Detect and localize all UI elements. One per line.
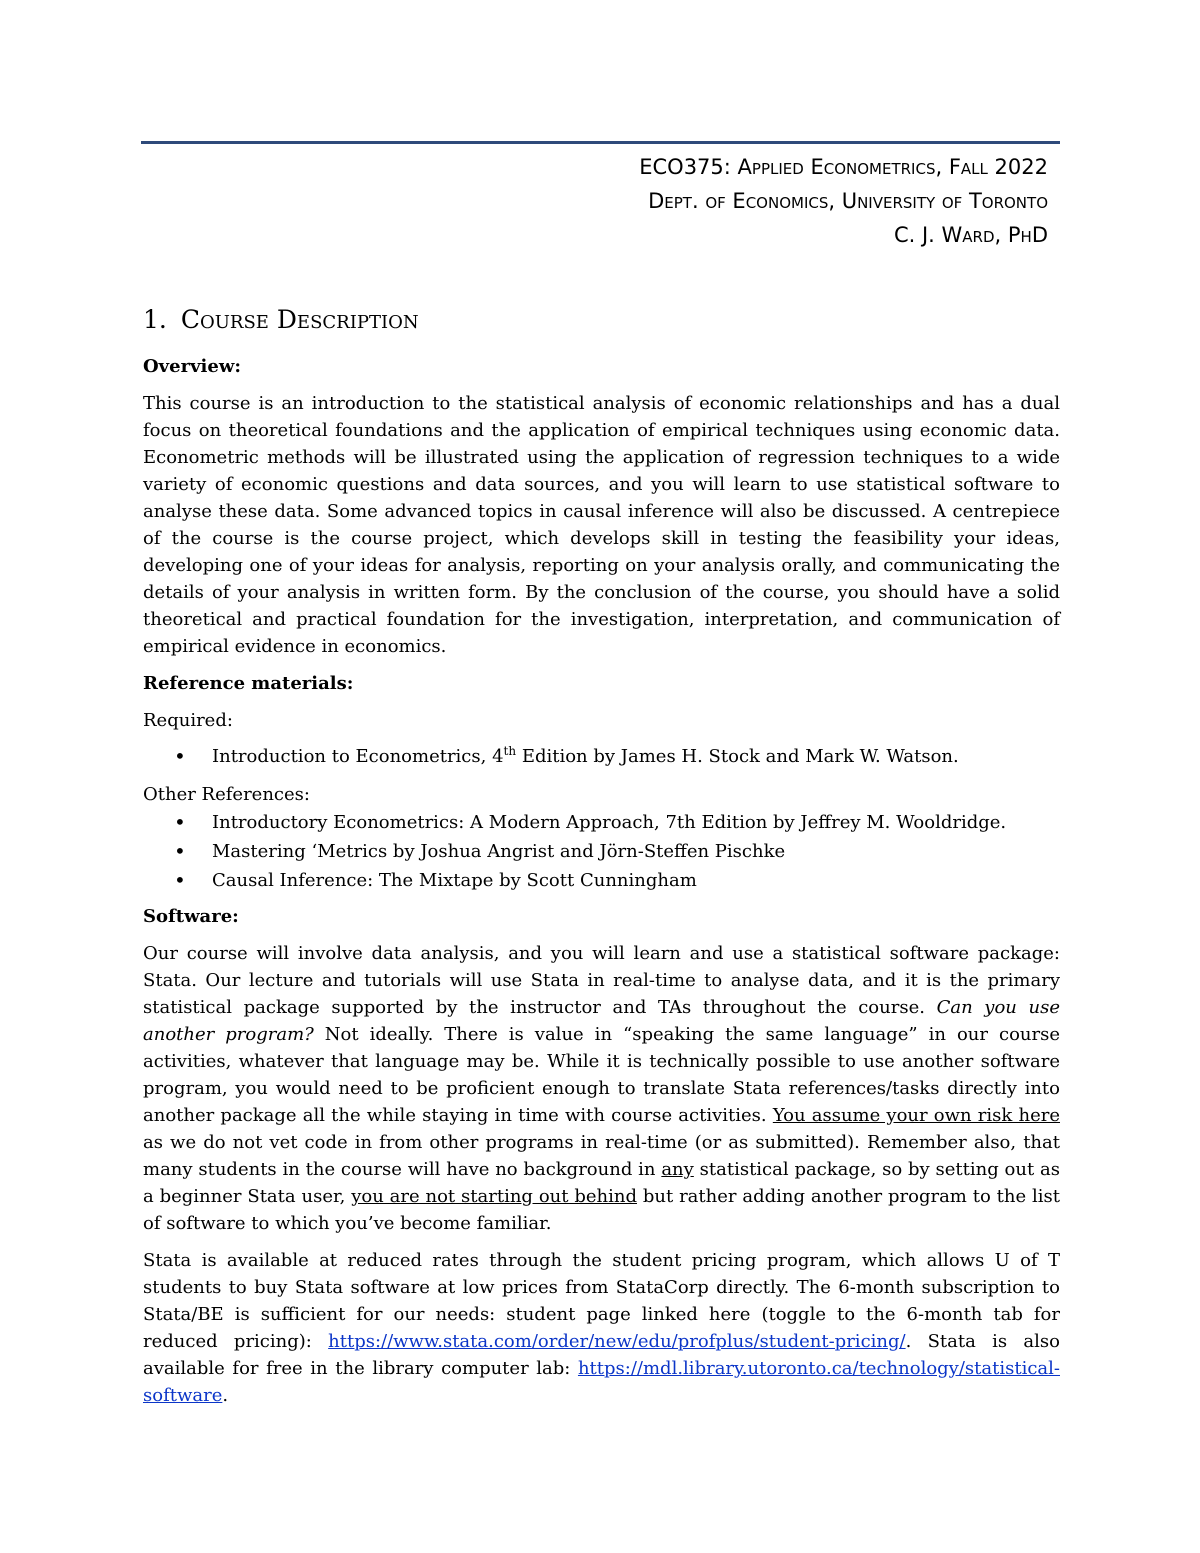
stata-pricing-link[interactable]: https://www.stata.com/order/new/edu/profplus/student-pricing/: [328, 1331, 906, 1352]
software-paragraph-2: Stata is available at reduced rates through the student pricing program, which allows U of T students to buy Stata software at low prices from StataCorp directly. The 6-month subscription to Stata/BE is sufficient for our needs: student page linked here (toggle to the 6-month tab for reduced pricing): https://www.stata.com/order/new/edu/profplus/student-pricing/. Stata is also available for free in the library computer lab: https://mdl.library.utoronto.ca/technology/statistical-software.: [143, 1250, 1060, 1406]
section-number: 1.: [143, 305, 167, 334]
other-references-list: [143, 808, 1060, 895]
required-label: Required:: [143, 710, 233, 731]
section-title: Course Description: [180, 305, 419, 334]
course-title: ECO375: Applied Econometrics, Fall 2022: [639, 155, 1048, 179]
library-software-link[interactable]: https://mdl.library.utoronto.ca/technology/statistical-software: [143, 1358, 1060, 1406]
list-item: • Causal Inference: The Mixtape by Scott Cunningham: [212, 866, 1060, 895]
department: Dept. of Economics, University of Toronto: [648, 189, 1048, 213]
references-heading: Reference materials:: [143, 673, 354, 694]
overview-paragraph: This course is an introduction to the statistical analysis of economic relationships and has a dual focus on theoretical foundations and the application of empirical techniques using economic data. Econometric methods will be illustrated using the application of regression techniques to a wide variety of economic questions and data sources, and you will learn to use statistical software to analyse these data. Some advanced topics in causal inference will also be discussed. A centrepiece of the course is the course project, which develops skill in testing the feasibility your ideas, developing one of your ideas for analysis, reporting on your analysis orally, and communicating the details of your analysis in written form. By the conclusion of the course, you should have a solid theoretical and practical foundation for the investigation, interpretation, and communication of empirical evidence in economics.: [143, 393, 1060, 657]
required-list: [143, 742, 1060, 771]
list-item: • Mastering ‘Metrics by Joshua Angrist and Jörn-Steffen Pischke: [212, 837, 1060, 866]
instructor: C. J. Ward, PhD: [893, 223, 1048, 247]
document-body: [143, 300, 1060, 1419]
overview-heading: Overview:: [143, 356, 241, 377]
section-heading: [143, 300, 1060, 340]
other-references-label: Other References:: [143, 784, 310, 805]
header-rule: [141, 141, 1060, 144]
document-header: [639, 150, 1048, 252]
software-paragraph-1: Our course will involve data analysis, and you will learn and use a statistical software package: Stata. Our lecture and tutorials will use Stata in real-time to analyse data, and it is the primary statistical package supported by the instructor and TAs throughout the course. Can you use another program? Not ideally. There is value in “speaking the same language” in our course activities, whatever that language may be. While it is technically possible to use another software program, you would need to be proficient enough to translate Stata references/tasks directly into another package all the while staying in time with course activities. You assume your own risk here as we do not vet code in from other programs in real-time (or as submitted). Remember also, that many students in the course will have no background in any statistical package, so by setting out as a beginner Stata user, you are not starting out behind but rather adding another program to the list of software to which you’ve become familiar.: [143, 943, 1060, 1234]
list-item: • Introductory Econometrics: A Modern Approach, 7th Edition by Jeffrey M. Wooldridge.: [212, 808, 1060, 837]
list-item: • Introduction to Econometrics, 4th Edition by James H. Stock and Mark W. Watson.: [212, 742, 1060, 771]
software-heading: Software:: [143, 906, 239, 927]
